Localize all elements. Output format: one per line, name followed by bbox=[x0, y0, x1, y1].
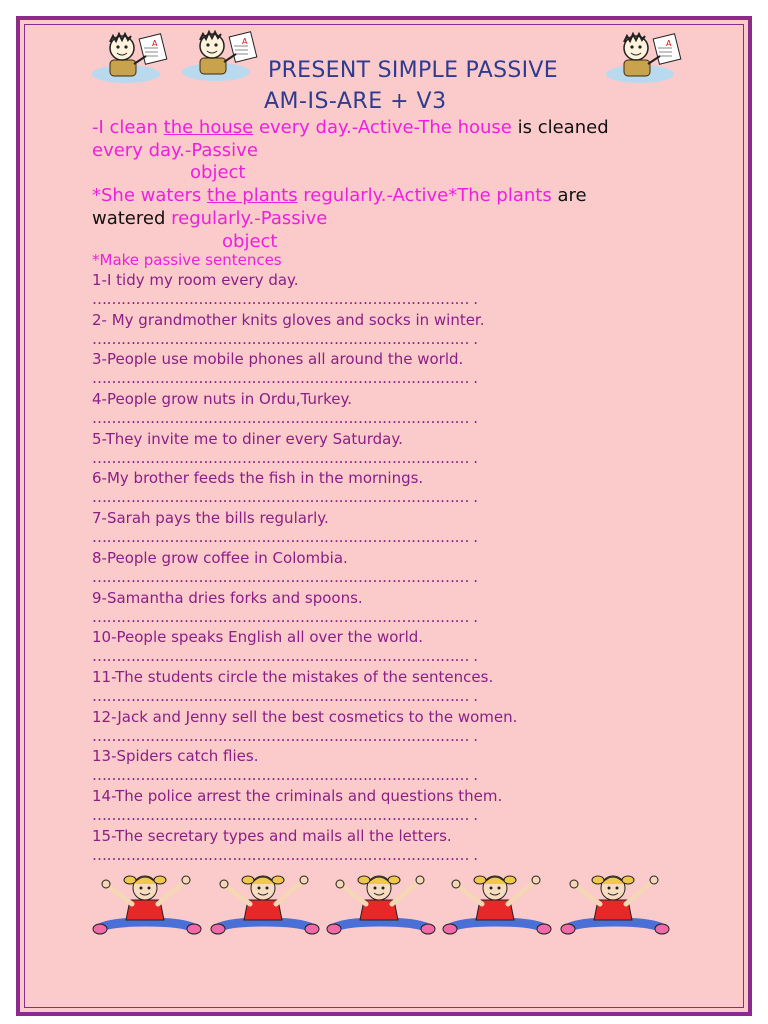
exercise-item bbox=[92, 271, 612, 311]
answer-blank-line: …………………………………………………………………… . bbox=[92, 369, 478, 388]
answer-blank-line: …………………………………………………………………… . bbox=[92, 766, 478, 785]
example-2-line-1: *She waters the plants regularly.-Active*The plants are bbox=[92, 185, 587, 206]
exercise-item bbox=[92, 747, 612, 787]
example-1-line-1: -I clean the house every day.-Active-The house is cleaned bbox=[92, 117, 609, 138]
exercise-sentence: 10-People speaks English all over the world. bbox=[92, 628, 424, 647]
exercise-sentence: 5-They invite me to diner every Saturday. bbox=[92, 429, 403, 448]
answer-blank-line: …………………………………………………………………… . bbox=[92, 607, 478, 626]
exercise-sentence: 3-People use mobile phones all around the world. bbox=[92, 350, 464, 369]
exercise-sentence: 6-My brother feeds the fish in the mornings. bbox=[92, 469, 424, 488]
worksheet-title: PRESENT SIMPLE PASSIVE bbox=[268, 58, 558, 83]
exercise-item bbox=[92, 549, 612, 589]
exercise-sentence: 2- My grandmother knits gloves and socks in winter. bbox=[92, 310, 485, 329]
instruction: *Make passive sentences bbox=[92, 251, 282, 269]
example-2-line-2: watered regularly.-Passive bbox=[92, 208, 328, 229]
answer-blank-line: …………………………………………………………………… . bbox=[92, 805, 478, 824]
object-label: object bbox=[190, 162, 246, 183]
exercise-item bbox=[92, 827, 612, 867]
svg-text:A: A bbox=[666, 39, 672, 48]
jumping-girl-clipart bbox=[442, 866, 552, 942]
example-1-line-2: every day.-Passive bbox=[92, 140, 258, 161]
student-with-paper-clipart bbox=[88, 30, 176, 84]
exercise-item bbox=[92, 628, 612, 668]
answer-blank-line: …………………………………………………………………… . bbox=[92, 845, 478, 864]
exercise-item bbox=[92, 430, 612, 470]
exercise-item bbox=[92, 390, 612, 430]
jumping-girl-clipart bbox=[92, 866, 202, 942]
exercise-item bbox=[92, 311, 612, 351]
exercise-sentence: 1-I tidy my room every day. bbox=[92, 271, 299, 289]
answer-blank-line: …………………………………………………………………… . bbox=[92, 567, 478, 586]
answer-blank-line: …………………………………………………………………… . bbox=[92, 290, 478, 308]
exercise-sentence: 8-People grow coffee in Colombia. bbox=[92, 548, 348, 567]
exercise-item bbox=[92, 787, 612, 827]
jumping-girl-clipart bbox=[560, 866, 670, 942]
answer-blank-line: …………………………………………………………………… . bbox=[92, 329, 478, 348]
exercise-item bbox=[92, 708, 612, 748]
object-label: object bbox=[222, 231, 278, 252]
answer-blank-line: …………………………………………………………………… . bbox=[92, 647, 478, 666]
exercise-sentence: 7-Sarah pays the bills regularly. bbox=[92, 509, 329, 528]
exercise-item bbox=[92, 668, 612, 708]
exercise-sentence: 9-Samantha dries forks and spoons. bbox=[92, 588, 363, 607]
answer-blank-line: …………………………………………………………………… . bbox=[92, 488, 478, 507]
student-with-paper-clipart bbox=[178, 28, 266, 82]
exercise-sentence: 14-The police arrest the criminals and questions them. bbox=[92, 786, 503, 805]
exercise-sentence: 12-Jack and Jenny sell the best cosmetics to the women. bbox=[92, 707, 518, 726]
answer-blank-line: …………………………………………………………………… . bbox=[92, 448, 478, 467]
svg-text:A: A bbox=[152, 39, 158, 48]
exercise-list bbox=[92, 271, 612, 866]
jumping-girl-clipart bbox=[326, 866, 436, 942]
answer-blank-line: …………………………………………………………………… . bbox=[92, 528, 478, 547]
exercise-sentence: 4-People grow nuts in Ordu,Turkey. bbox=[92, 390, 353, 409]
exercise-item bbox=[92, 509, 612, 549]
student-with-paper-clipart bbox=[602, 30, 690, 84]
svg-text:A: A bbox=[242, 37, 248, 46]
exercise-item bbox=[92, 350, 612, 390]
worksheet-formula: AM-IS-ARE + V3 bbox=[264, 89, 447, 114]
answer-blank-line: …………………………………………………………………… . bbox=[92, 726, 478, 745]
exercise-item bbox=[92, 589, 612, 629]
jumping-girl-clipart bbox=[210, 866, 320, 942]
exercise-item bbox=[92, 469, 612, 509]
answer-blank-line: …………………………………………………………………… . bbox=[92, 686, 478, 705]
answer-blank-line: …………………………………………………………………… . bbox=[92, 409, 478, 428]
exercise-sentence: 13-Spiders catch flies. bbox=[92, 747, 259, 766]
exercise-sentence: 11-The students circle the mistakes of the sentences. bbox=[92, 667, 494, 686]
exercise-sentence: 15-The secretary types and mails all the letters. bbox=[92, 826, 452, 845]
